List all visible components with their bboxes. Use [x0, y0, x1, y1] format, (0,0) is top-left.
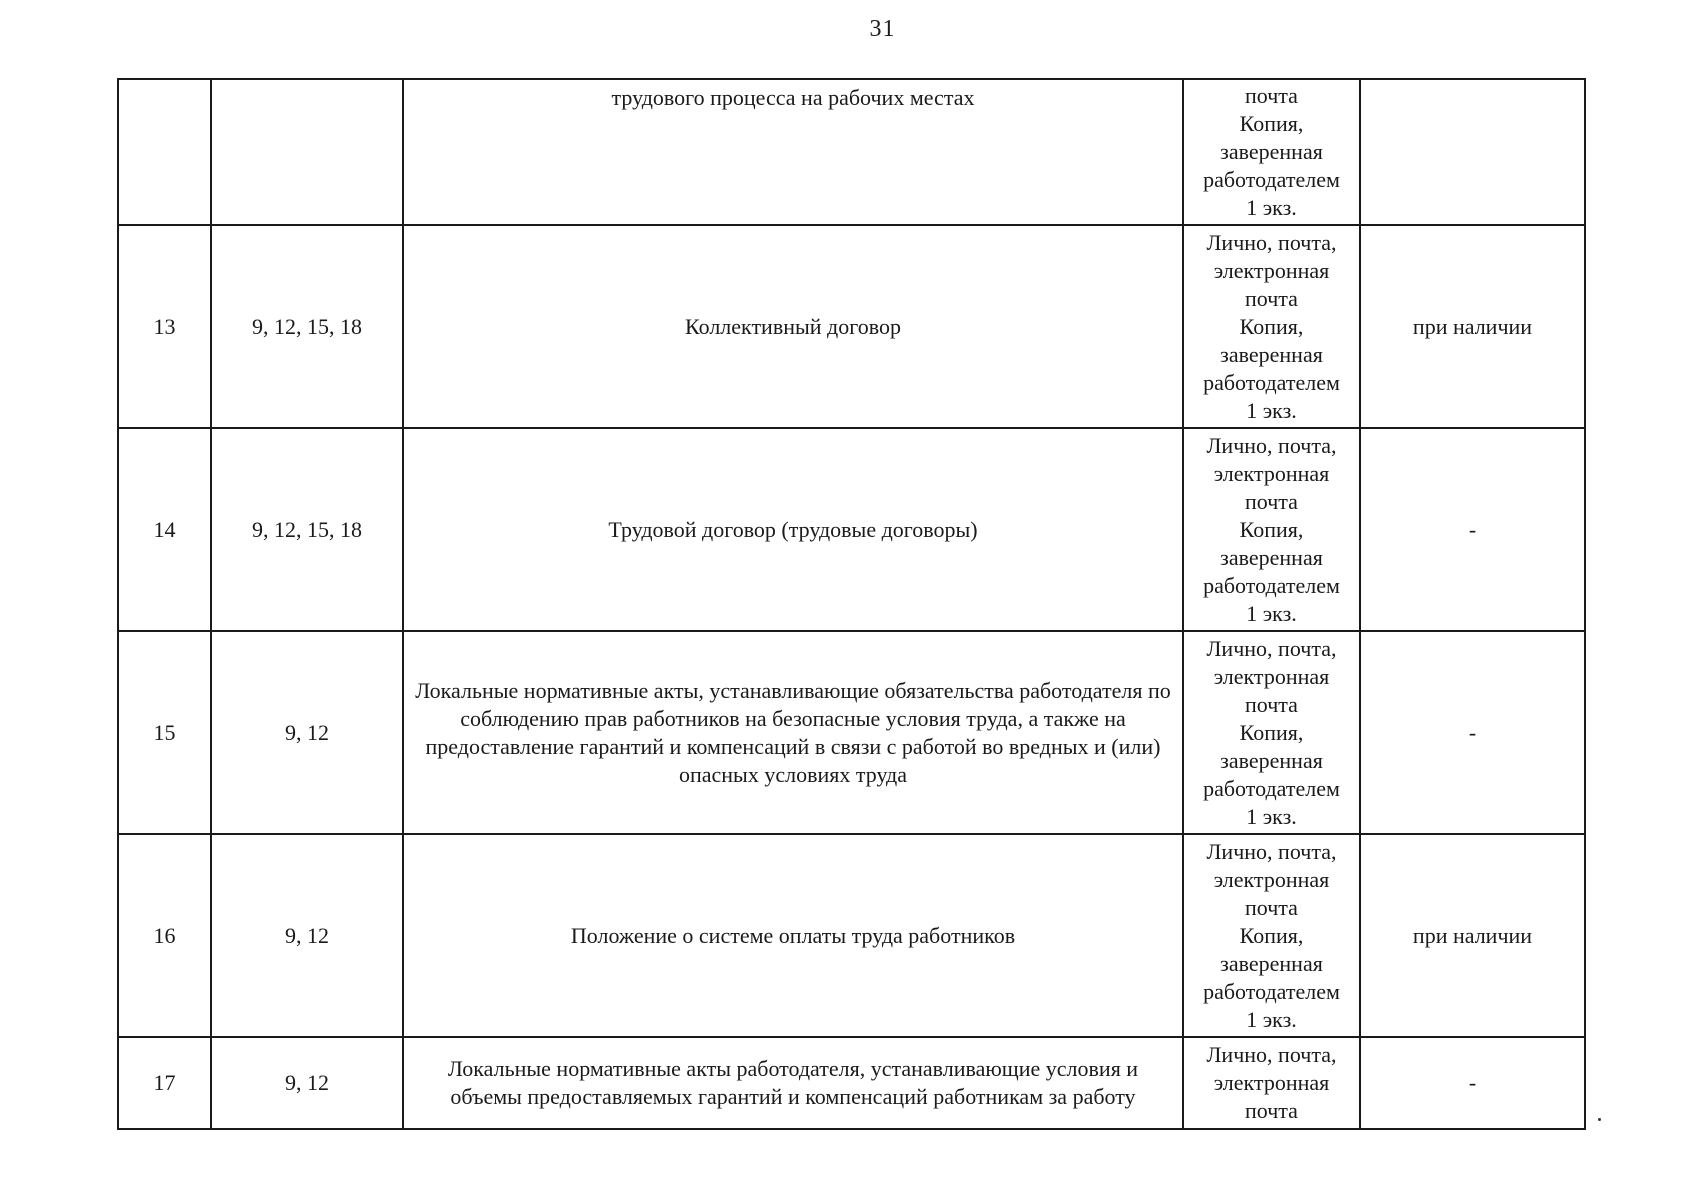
- method-line: заверенная: [1220, 747, 1323, 773]
- row-note-cell: при наличии: [1360, 834, 1585, 1037]
- method-line: почта: [1245, 894, 1298, 920]
- row-method-cell: [1183, 834, 1360, 1037]
- table-row: [118, 79, 1585, 225]
- method-line: 1 экз.: [1246, 803, 1297, 829]
- method-line: электронная: [1213, 1070, 1330, 1095]
- table-row: [118, 631, 1585, 834]
- method-line: электронная: [1213, 460, 1330, 486]
- method-line: почта: [1245, 285, 1298, 311]
- row-note-cell: -: [1360, 1037, 1585, 1129]
- row-method-cell: [1183, 631, 1360, 834]
- row-number-cell: 17: [118, 1037, 211, 1129]
- row-description-cell: Трудовой договор (трудовые договоры): [403, 428, 1183, 631]
- method-line: Копия,: [1239, 922, 1304, 948]
- row-method-cell: [1183, 79, 1360, 225]
- method-line: 1 экз.: [1246, 397, 1297, 423]
- row-note-cell: при наличии: [1360, 225, 1585, 428]
- page-number: 31: [869, 16, 896, 42]
- row-points-cell: 9, 12, 15, 18: [211, 225, 403, 428]
- table-row: [118, 1037, 1585, 1129]
- method-line: работодателем: [1203, 775, 1340, 801]
- method-line: Копия,: [1239, 111, 1304, 136]
- documents-table: [117, 78, 1586, 1130]
- row-number-cell: 15: [118, 631, 211, 834]
- method-line: заверенная: [1220, 139, 1323, 164]
- method-line: Лично, почта,: [1206, 229, 1337, 255]
- method-line: электронная: [1213, 663, 1330, 689]
- row-method-cell: [1183, 428, 1360, 631]
- row-description-cell: Локальные нормативные акты, устанавливающие обязательства работодателя по соблюдению прав работников на безопасные условия труда, а также на предоставление гарантий и компенсаций в связи с работой во вредных и (или) опасных условиях труда: [403, 631, 1183, 834]
- row-description-cell: трудового процесса на рабочих местах: [403, 79, 1183, 225]
- row-description-cell: Положение о системе оплаты труда работников: [403, 834, 1183, 1037]
- table-row: [118, 834, 1585, 1037]
- row-method-cell: [1183, 225, 1360, 428]
- row-points-cell: 9, 12: [211, 1037, 403, 1129]
- row-points-cell: 9, 12: [211, 631, 403, 834]
- method-line: почта: [1245, 691, 1298, 717]
- row-note-cell: -: [1360, 428, 1585, 631]
- method-line: почта: [1245, 488, 1298, 514]
- method-line: Копия,: [1239, 313, 1304, 339]
- row-points-cell: [211, 79, 403, 225]
- row-note-cell: [1360, 79, 1585, 225]
- method-line: работодателем: [1203, 978, 1340, 1004]
- row-number-cell: 13: [118, 225, 211, 428]
- scan-speck: [1598, 1118, 1601, 1121]
- method-line: Копия,: [1239, 516, 1304, 542]
- row-points-cell: 9, 12, 15, 18: [211, 428, 403, 631]
- method-line: Лично, почта,: [1206, 432, 1337, 458]
- row-number-cell: 14: [118, 428, 211, 631]
- method-line: заверенная: [1220, 950, 1323, 976]
- method-line: работодателем: [1203, 167, 1340, 192]
- method-line: Лично, почта,: [1206, 838, 1337, 864]
- row-method-cell: [1183, 1037, 1360, 1129]
- method-line: 1 экз.: [1246, 1006, 1297, 1032]
- method-line: почта: [1245, 83, 1298, 108]
- method-line: Лично, почта,: [1206, 635, 1337, 661]
- method-line: 1 экз.: [1246, 600, 1297, 626]
- table-row: [118, 428, 1585, 631]
- method-line: работодателем: [1203, 572, 1340, 598]
- row-points-cell: 9, 12: [211, 834, 403, 1037]
- method-line: электронная: [1213, 257, 1330, 283]
- method-line: заверенная: [1220, 544, 1323, 570]
- method-line: работодателем: [1203, 369, 1340, 395]
- row-number-cell: [118, 79, 211, 225]
- row-number-cell: 16: [118, 834, 211, 1037]
- row-description-cell: Локальные нормативные акты работодателя, устанавливающие условия и объемы предоставляемых гарантий и компенсаций работникам за работу: [403, 1037, 1183, 1129]
- method-line: электронная: [1213, 866, 1330, 892]
- method-line: Копия,: [1239, 719, 1304, 745]
- method-line: почта: [1245, 1098, 1298, 1123]
- method-line: заверенная: [1220, 341, 1323, 367]
- table-row: [118, 225, 1585, 428]
- row-note-cell: -: [1360, 631, 1585, 834]
- row-description-cell: Коллективный договор: [403, 225, 1183, 428]
- method-line: 1 экз.: [1246, 195, 1297, 220]
- method-line: Лично, почта,: [1206, 1042, 1337, 1067]
